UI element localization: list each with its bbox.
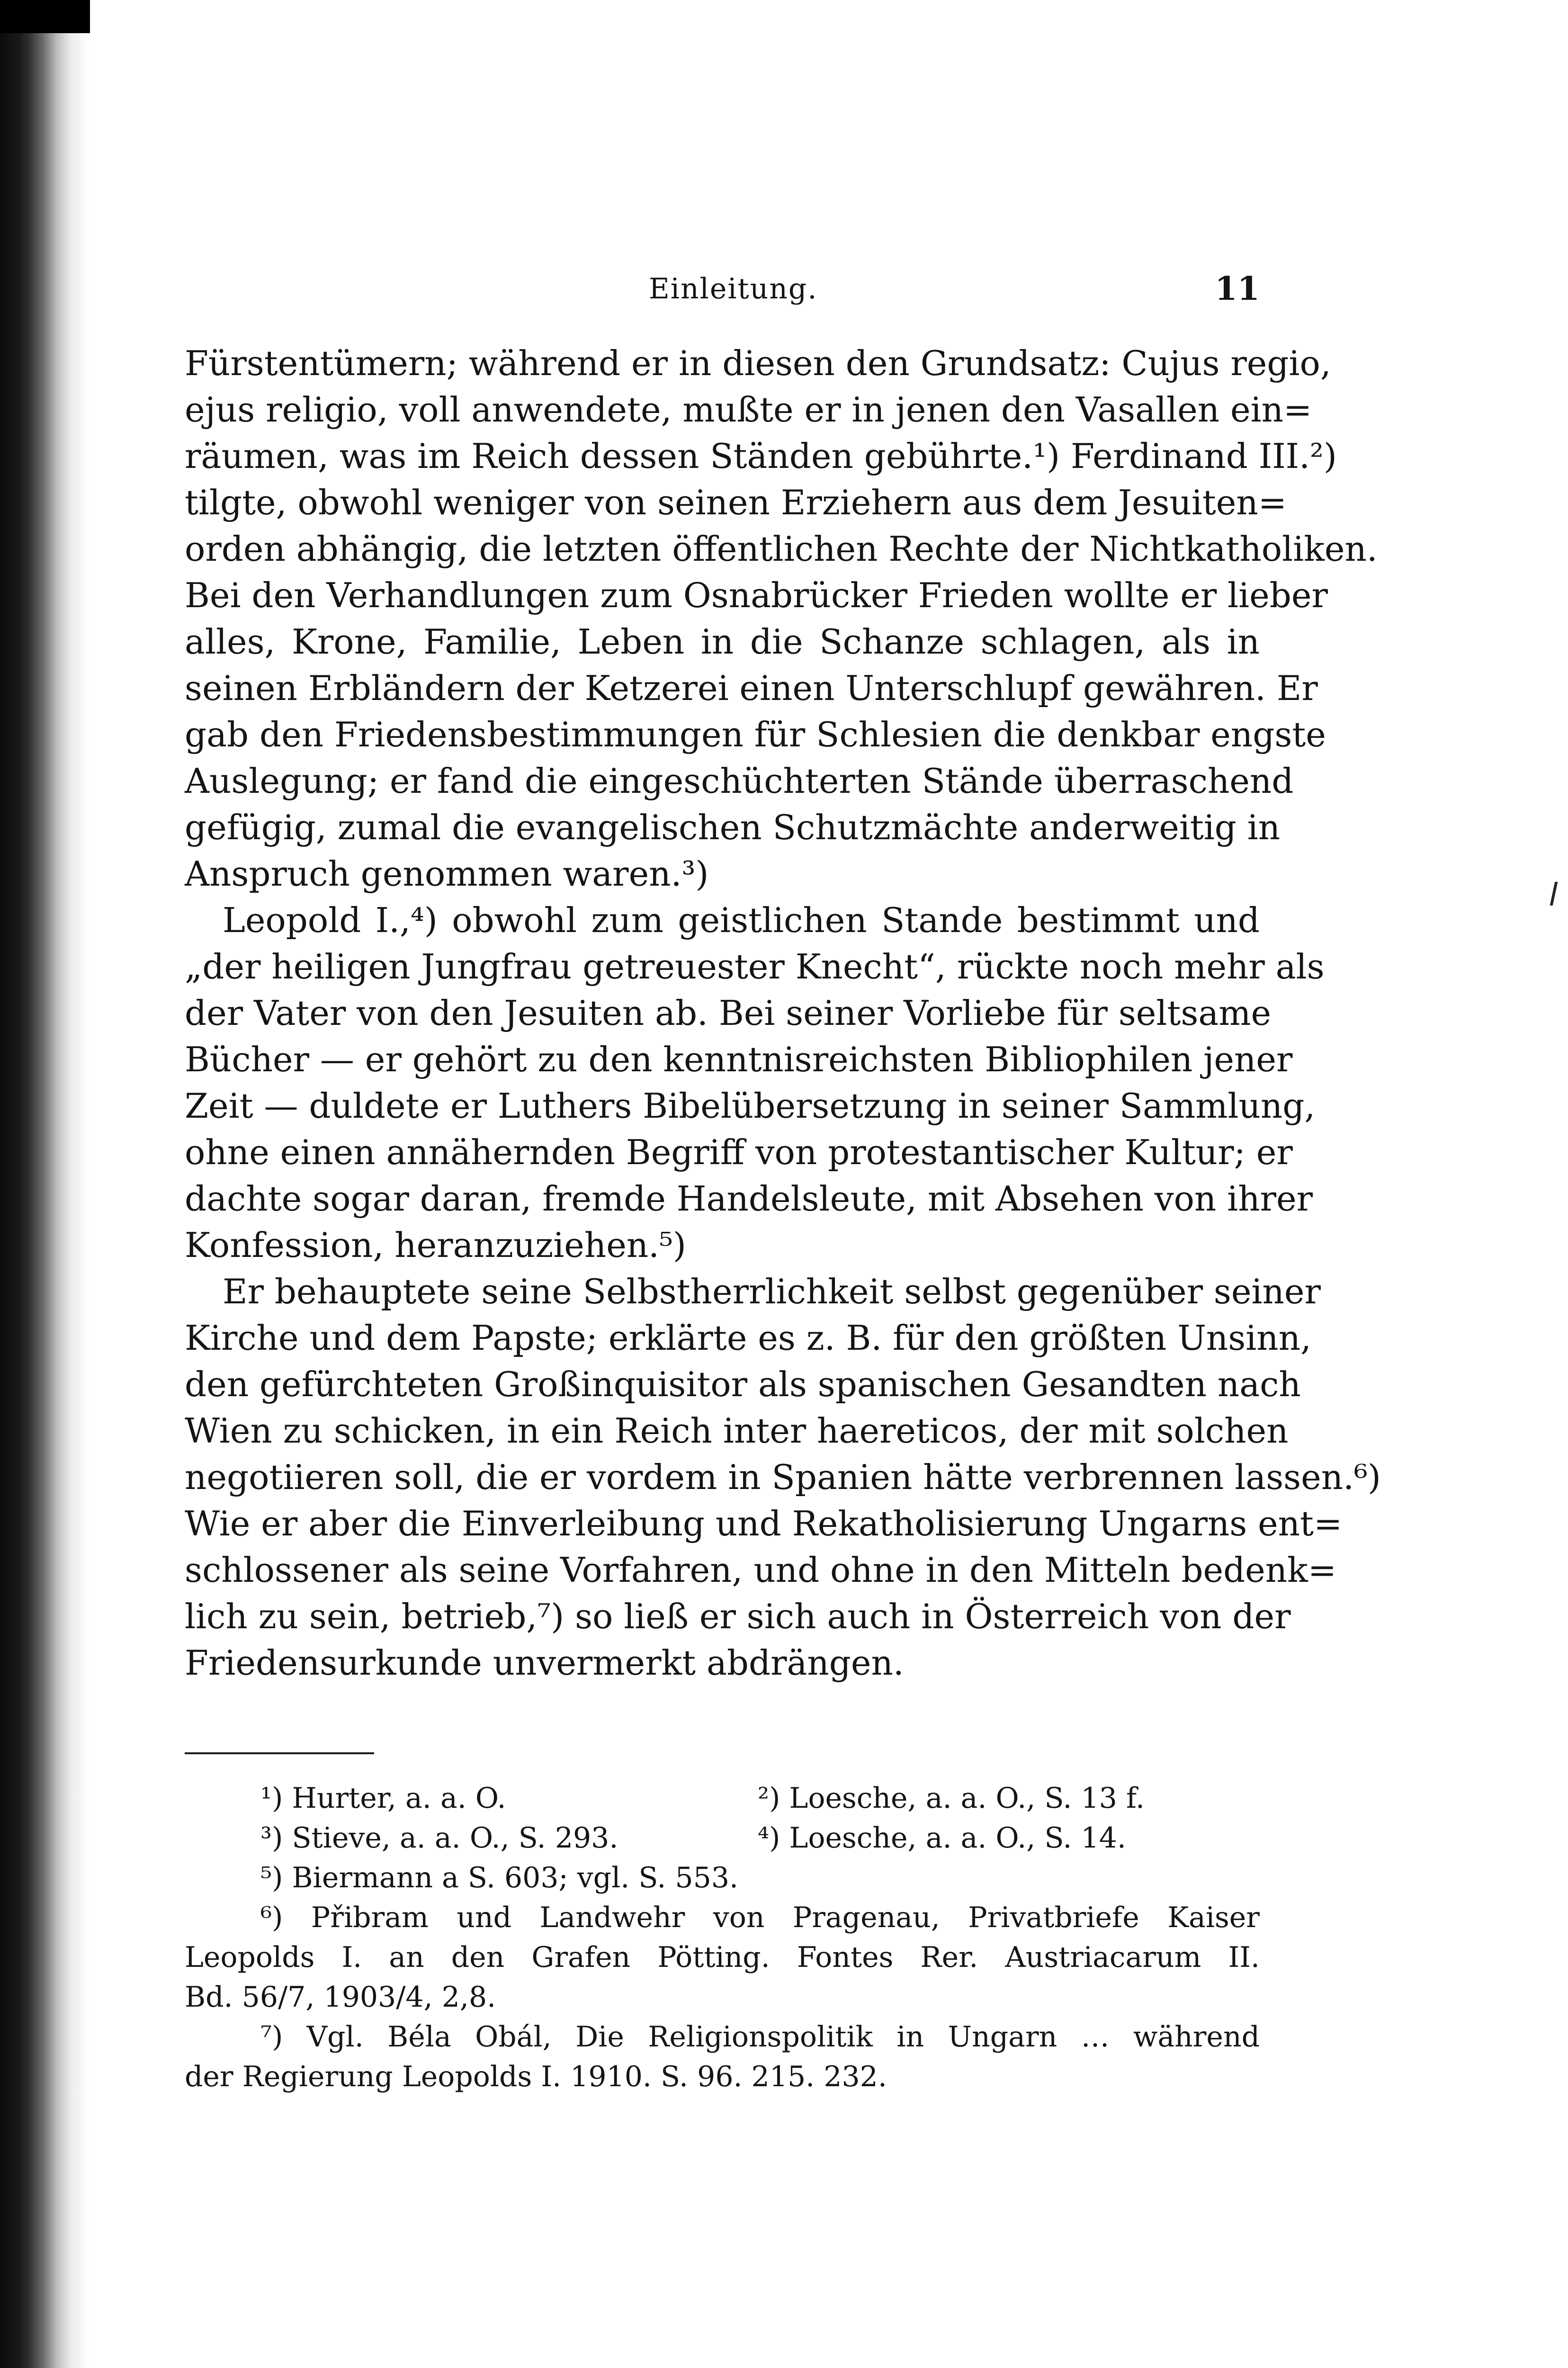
margin-mark [1550, 882, 1558, 906]
text-line: Fürstentümern; während er in diesen den Grundsatz: Cujus regio, [185, 343, 1331, 383]
footnotes [185, 1778, 1260, 2097]
text-line: lich zu sein, betrieb,⁷) so ließ er sich auch in Österreich von der [185, 1597, 1291, 1636]
text-line: seinen Erbländern der Ketzerei einen Unterschlupf gewähren. Er [185, 668, 1318, 708]
text-line: den gefürchteten Großinquisitor als spanischen Gesandten nach [185, 1364, 1301, 1404]
paragraph-end-line: Konfession, heranzuziehen.⁵) [185, 1225, 687, 1265]
footnote-7-line: ⁷) Vgl. Béla Obál, Die Religionspolitik in Ungarn … während [260, 2020, 1260, 2054]
footnote-7-line: der Regierung Leopolds I. 1910. S. 96. 215. 232. [185, 2060, 887, 2093]
footnote-3: ³) Stieve, a. a. O., S. 293. [260, 1821, 618, 1855]
text-line: der Vater von den Jesuiten ab. Bei seiner Vorliebe für seltsame [185, 993, 1272, 1033]
footnote-6-line: Leopolds I. an den Grafen Pötting. Fontes Rer. Austriacarum II. [185, 1941, 1260, 1974]
text-line: dachte sogar daran, fremde Handelsleute, mit Absehen von ihrer [185, 1179, 1313, 1219]
text-line: gab den Friedensbestimmungen für Schlesien die denkbar engste [185, 715, 1326, 754]
footnote-1: ¹) Hurter, a. a. O. [260, 1782, 506, 1815]
footnote-row [185, 1818, 1260, 1858]
paragraph-start-line: Leopold I.,⁴) obwohl zum geistlichen Stande bestimmt und [223, 900, 1260, 940]
text-line: Zeit — duldete er Luthers Bibelübersetzung in seiner Sammlung, [185, 1086, 1316, 1126]
text-line: Bücher — er gehört zu den kenntnisreichsten Bibliophilen jener [185, 1040, 1293, 1079]
main-text [185, 340, 1381, 1686]
text-line: Wien zu schicken, in ein Reich inter haereticos, der mit solchen [185, 1411, 1289, 1451]
paragraph-end-line: Anspruch genommen waren.³) [185, 854, 709, 894]
text-line: schlossener als seine Vorfahren, und ohne in den Mitteln bedenk= [185, 1550, 1337, 1590]
text-line: negotiieren soll, die er vordem in Spanien hätte verbrennen lassen.⁶) [185, 1457, 1381, 1497]
footnote-row [185, 1778, 1260, 1818]
text-line: ohne einen annähernden Begriff von protestantischer Kultur; er [185, 1132, 1293, 1172]
text-line: räumen, was im Reich dessen Ständen gebührte.¹) Ferdinand III.²) [185, 436, 1337, 476]
text-line: alles, Krone, Familie, Leben in die Schanze schlagen, als in [185, 622, 1260, 662]
text-line: Kirche und dem Papste; erklärte es z. B. für den größten Unsinn, [185, 1318, 1311, 1358]
text-line: Bei den Verhandlungen zum Osnabrücker Frieden wollte er lieber [185, 575, 1328, 615]
page-header [185, 268, 1260, 310]
footnote-separator [185, 1752, 374, 1754]
text-line: Auslegung; er fand die eingeschüchterten Stände überraschend [185, 761, 1294, 801]
page-number: 11 [1215, 270, 1260, 308]
footnote-2: ²) Loesche, a. a. O., S. 13 f. [758, 1782, 1145, 1815]
page-binding-shadow [0, 0, 90, 2368]
text-line: tilgte, obwohl weniger von seinen Erziehern aus dem Jesuiten= [185, 483, 1287, 522]
footnote-6-line: Bd. 56/7, 1903/4, 2,8. [185, 1981, 496, 2014]
text-line: „der heiligen Jungfrau getreuester Knecht“, rückte noch mehr als [185, 947, 1325, 987]
footnote-4: ⁴) Loesche, a. a. O., S. 14. [758, 1821, 1126, 1855]
footnote-6-line: ⁶) Přibram und Landwehr von Pragenau, Privatbriefe Kaiser [260, 1901, 1260, 1934]
running-head: Einleitung. [649, 272, 818, 305]
text-line: Wie er aber die Einverleibung und Rekatholisierung Ungarns ent= [185, 1504, 1343, 1543]
paragraph-end-line: Friedensurkunde unvermerkt abdrängen. [185, 1643, 904, 1683]
text-line: ejus religio, voll anwendete, mußte er in jenen den Vasallen ein= [185, 390, 1312, 430]
paragraph-start-line: Er behauptete seine Selbstherrlichkeit selbst gegenüber seiner [223, 1272, 1321, 1311]
scan-corner-top [0, 0, 90, 33]
text-line: orden abhängig, die letzten öffentlichen Rechte der Nichtkatholiken. [185, 529, 1378, 569]
footnote-5: ⁵) Biermann a S. 603; vgl. S. 553. [260, 1861, 739, 1894]
text-line: gefügig, zumal die evangelischen Schutzmächte anderweitig in [185, 807, 1281, 847]
